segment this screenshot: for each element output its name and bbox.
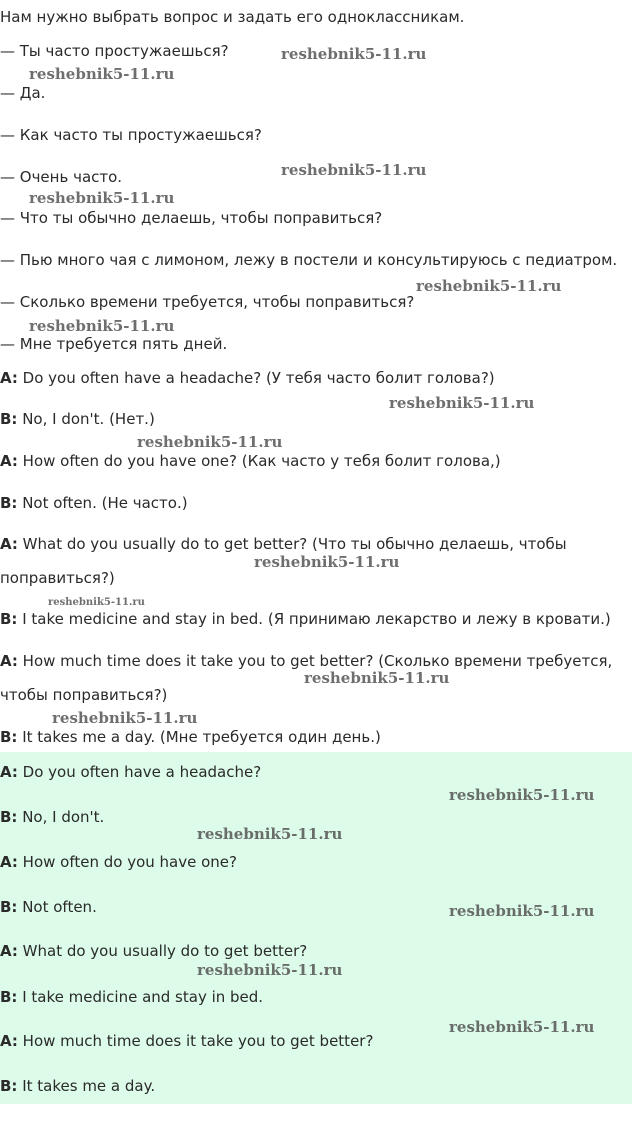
answer-line — [0, 1077, 155, 1095]
speaker-label: A: — [0, 452, 18, 470]
dialog-line — [0, 610, 611, 628]
dialog-line — [0, 494, 188, 512]
answer-line — [0, 763, 261, 781]
speaker-label: A: — [0, 1032, 18, 1050]
watermark: reshebnik5-11.ru — [416, 277, 562, 295]
line-text: Do you often have a headache? (У тебя часто болит голова?) — [17, 369, 495, 387]
speaker-label: B: — [0, 898, 18, 916]
watermark: reshebnik5-11.ru — [304, 669, 450, 687]
line-text: No, I don't. (Нет.) — [17, 410, 155, 428]
speaker-label: B: — [0, 728, 18, 746]
dialog-line — [0, 452, 501, 470]
ru-line-1: — Ты часто простужаешься? — [0, 42, 229, 60]
line-text: I take medicine and stay in bed. — [17, 988, 264, 1006]
watermark: reshebnik5-11.ru — [449, 902, 595, 920]
answer-line — [0, 853, 237, 871]
line-text: How much time does it take you to get better? (Сколько времени требуется, — [17, 652, 613, 670]
line-text: Do you often have a headache? — [17, 763, 262, 781]
dialog-line — [0, 535, 567, 553]
answer-line — [0, 898, 97, 916]
watermark: reshebnik5-11.ru — [52, 709, 198, 727]
line-text: It takes me a day. — [17, 1077, 156, 1095]
intro-text: Нам нужно выбрать вопрос и задать его одноклассникам. — [0, 8, 465, 26]
line-text: Not often. (Не часто.) — [17, 494, 188, 512]
line-text: How often do you have one? (Как часто у тебя болит голова,) — [17, 452, 501, 470]
answer-panel — [0, 752, 632, 1104]
dialog-line — [0, 728, 381, 746]
line-text: How much time does it take you to get better? — [17, 1032, 374, 1050]
watermark: reshebnik5-11.ru — [449, 786, 595, 804]
line-text: I take medicine and stay in bed. (Я принимаю лекарство и лежу в кровати.) — [17, 610, 611, 628]
speaker-label: A: — [0, 763, 18, 781]
watermark: reshebnik5-11.ru — [254, 553, 400, 571]
ru-line-7: — Сколько времени требуется, чтобы поправиться? — [0, 293, 415, 311]
watermark: reshebnik5-11.ru — [197, 961, 343, 979]
line-text: How often do you have one? — [17, 853, 237, 871]
dialog-line — [0, 652, 612, 670]
watermark: reshebnik5-11.ru — [29, 317, 175, 335]
speaker-label: A: — [0, 535, 18, 553]
line-text: What do you usually do to get better? (Что ты обычно делаешь, чтобы — [17, 535, 567, 553]
watermark: reshebnik5-11.ru — [281, 161, 427, 179]
dialog-line-continuation: чтобы поправиться?) — [0, 686, 168, 704]
line-text: What do you usually do to get better? — [17, 942, 308, 960]
speaker-label: A: — [0, 369, 18, 387]
watermark: reshebnik5-11.ru — [29, 189, 175, 207]
answer-line — [0, 988, 263, 1006]
speaker-label: A: — [0, 853, 18, 871]
answer-line — [0, 942, 307, 960]
speaker-label: A: — [0, 942, 18, 960]
dialog-line-continuation: поправиться?) — [0, 569, 115, 587]
ru-line-5: — Что ты обычно делаешь, чтобы поправиться? — [0, 209, 383, 227]
watermark: reshebnik5-11.ru — [449, 1018, 595, 1036]
line-text: No, I don't. — [17, 808, 105, 826]
ru-line-8: — Мне требуется пять дней. — [0, 335, 228, 353]
dialog-line — [0, 410, 155, 428]
watermark-small: reshebnik5-11.ru — [48, 597, 145, 608]
answer-line — [0, 808, 104, 826]
answer-line — [0, 1032, 373, 1050]
speaker-label: B: — [0, 610, 18, 628]
speaker-label: B: — [0, 494, 18, 512]
ru-line-4: — Очень часто. — [0, 168, 123, 186]
line-text: Not often. — [17, 898, 97, 916]
watermark: reshebnik5-11.ru — [281, 45, 427, 63]
speaker-label: B: — [0, 1077, 18, 1095]
ru-line-2: — Да. — [0, 84, 46, 102]
ru-line-6: — Пью много чая с лимоном, лежу в постели и консультируюсь с педиатром. — [0, 251, 618, 269]
speaker-label: B: — [0, 410, 18, 428]
speaker-label: B: — [0, 988, 18, 1006]
dialog-line — [0, 369, 495, 387]
ru-line-3: — Как часто ты простужаешься? — [0, 126, 262, 144]
watermark: reshebnik5-11.ru — [29, 65, 175, 83]
watermark: reshebnik5-11.ru — [197, 825, 343, 843]
speaker-label: A: — [0, 652, 18, 670]
watermark: reshebnik5-11.ru — [137, 433, 283, 451]
line-text: It takes me a day. (Мне требуется один день.) — [17, 728, 381, 746]
speaker-label: B: — [0, 808, 18, 826]
watermark: reshebnik5-11.ru — [389, 394, 535, 412]
